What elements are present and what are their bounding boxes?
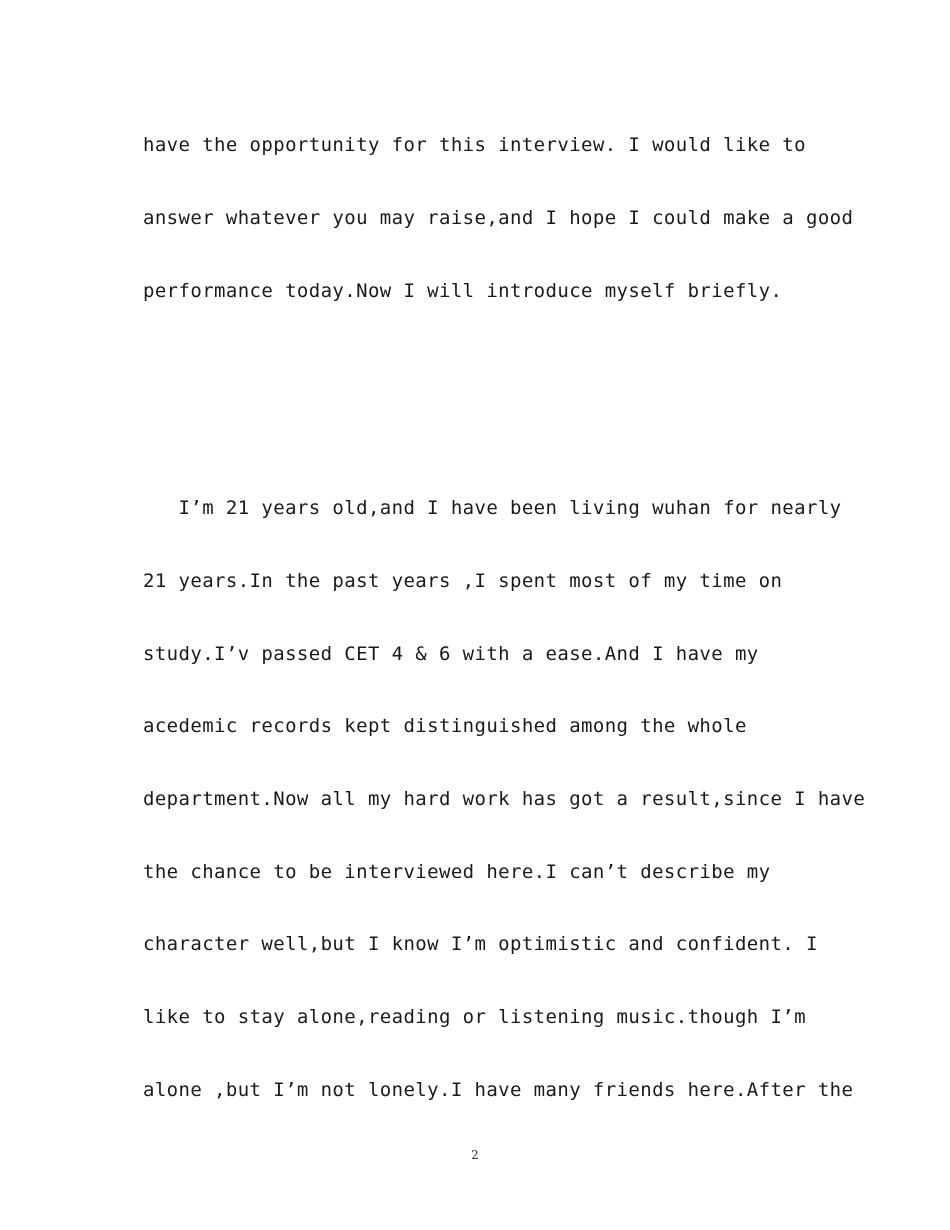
paragraph-2-line-3: study.I’v passed CET 4 & 6 with a ease.And I have my bbox=[143, 643, 759, 665]
page-number: 2 bbox=[471, 1148, 479, 1162]
paragraph-1-line-3: performance today.Now I will introduce myself briefly. bbox=[143, 280, 783, 302]
paragraph-2-line-1: I’m 21 years old,and I have been living wuhan for nearly bbox=[143, 497, 842, 519]
paragraph-2-line-2: 21 years.In the past years ,I spent most of my time on bbox=[143, 570, 783, 592]
paragraph-2-line-8: like to stay alone,reading or listening music.though I’m bbox=[143, 1006, 806, 1028]
paragraph-2-line-4: acedemic records kept distinguished among the whole bbox=[143, 715, 747, 737]
paragraph-2-line-5: department.Now all my hard work has got a result,since I have bbox=[143, 788, 866, 810]
paragraph-2-line-6: the chance to be interviewed here.I can’t describe my bbox=[143, 861, 771, 883]
paragraph-2-line-9: alone ,but I’m not lonely.I have many friends here.After the bbox=[143, 1079, 854, 1101]
paragraph-1-line-2: answer whatever you may raise,and I hope I could make a good bbox=[143, 207, 854, 229]
paragraph-2-line-7: character well,but I know I’m optimistic and confident. I bbox=[143, 933, 818, 955]
paragraph-1-line-1: have the opportunity for this interview. I would like to bbox=[143, 134, 806, 156]
